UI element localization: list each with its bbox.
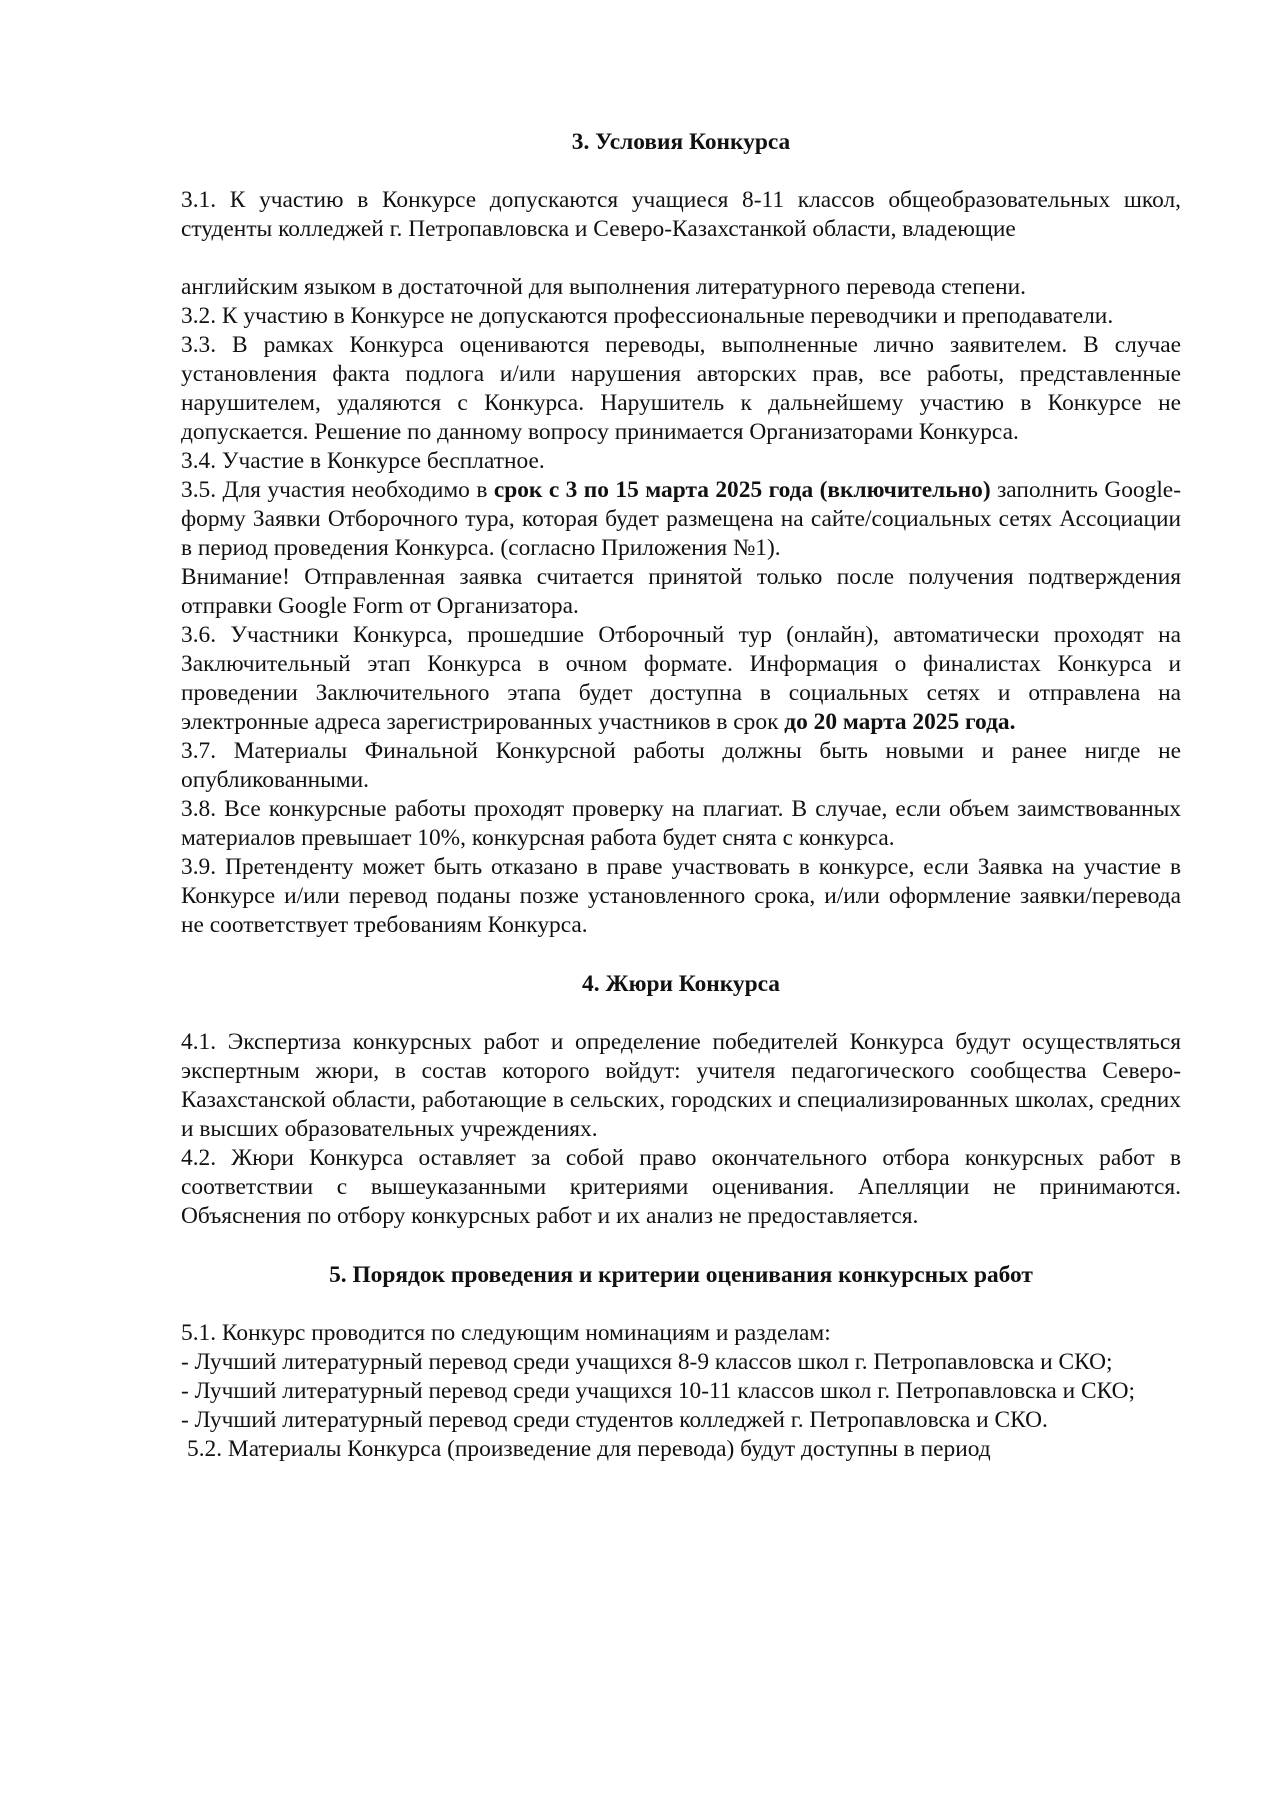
paragraph-3-4: 3.4. Участие в Конкурсе бесплатное. bbox=[181, 448, 545, 474]
section-4-heading: 4. Жюри Конкурса bbox=[582, 971, 780, 997]
section-5-heading: 5. Порядок проведения и критерии оценивания конкурсных работ bbox=[329, 1262, 1033, 1288]
paragraph-3-6-lead: 3.6. Участники Конкурса, прошедшие Отборочный тур (онлайн), автоматически проходят на Заключительный этап Конкурса в очном формате. Информация о финалистах Конкурса и проведении Заключительного этапа будет доступна в социальных сетях и отправлена на электронные адреса зарегистрированных участников в срок bbox=[181, 622, 1181, 735]
paragraph-3-2: 3.2. К участию в Конкурсе не допускаются профессиональные переводчики и преподаватели. bbox=[181, 303, 1114, 329]
paragraph-3-8: 3.8. Все конкурсные работы проходят проверку на плагиат. В случае, если объем заимствованных материалов превышает 10%, конкурсная работа будет снята с конкурса. bbox=[181, 796, 1181, 851]
paragraph-3-9: 3.9. Претенденту может быть отказано в праве участвовать в конкурсе, если Заявка на участие в Конкурсе и/или перевод поданы позже установленного срока, и/или оформление заявки/перевода не соответствует требованиям Конкурса. bbox=[181, 854, 1181, 938]
document-page bbox=[181, 128, 1181, 1464]
paragraph-3-7: 3.7. Материалы Финальной Конкурсной работы должны быть новыми и ранее нигде не опубликованными. bbox=[181, 738, 1181, 793]
paragraph-5-1: 5.1. Конкурс проводится по следующим номинациям и разделам: bbox=[181, 1320, 831, 1346]
attention-note: Внимание! Отправленная заявка считается принятой только после получения подтверждения отправки Google Form от Организатора. bbox=[181, 564, 1181, 619]
paragraph-4-1: 4.1. Экспертиза конкурсных работ и определение победителей Конкурса будут осуществляться экспертным жюри, в состав которого войдут: учителя педагогического сообщества Северо-Казахстанской области, работающие в сельских, городских и специализированных школах, средних и высших образовательных учреждениях. bbox=[181, 1029, 1181, 1142]
paragraph-3-3: 3.3. В рамках Конкурса оцениваются переводы, выполненные лично заявителем. В случае установления факта подлога и/или нарушения авторских прав, все работы, представленные нарушителем, удаляются с Конкурса. Нарушитель к дальнейшему участию в Конкурсе не допускается. Решение по данному вопросу принимается Организаторами Конкурса. bbox=[181, 332, 1181, 445]
paragraph-3-1-part-1: 3.1. К участию в Конкурсе допускаются учащиеся 8-11 классов общеобразовательных школ, студенты колледжей г. Петропавловска и Северо-Казахстанкой области, владеющие bbox=[181, 187, 1181, 242]
paragraph-3-6 bbox=[181, 621, 1181, 737]
final-deadline-bold: до 20 марта 2025 года. bbox=[784, 709, 1016, 735]
section-3-heading: 3. Условия Конкурса bbox=[571, 129, 791, 155]
paragraph-3-5-rest: заполнить Google-форму Заявки Отборочного тура, которая будет размещена на сайте/социальных сетях Ассоциации в период проведения Конкурса. (согласно Приложения №1). bbox=[181, 477, 1181, 561]
paragraph-5-2: 5.2. Материалы Конкурса (произведение для перевода) будут доступны в период bbox=[187, 1436, 991, 1462]
nomination-item: - Лучший литературный перевод среди студентов колледжей г. Петропавловска и СКО. bbox=[181, 1407, 1048, 1433]
deadline-bold: срок с 3 по 15 марта 2025 года (включительно) bbox=[493, 477, 991, 503]
paragraph-4-2: 4.2. Жюри Конкурса оставляет за собой право окончательного отбора конкурсных работ в соответствии с вышеуказанными критериями оценивания. Апелляции не принимаются. Объяснения по отбору конкурсных работ и их анализ не предоставляется. bbox=[181, 1145, 1181, 1229]
nomination-item: - Лучший литературный перевод среди учащихся 10-11 классов школ г. Петропавловска и СКО; bbox=[181, 1378, 1136, 1404]
paragraph-3-5 bbox=[181, 476, 1181, 563]
nomination-item: - Лучший литературный перевод среди учащихся 8-9 классов школ г. Петропавловска и СКО; bbox=[181, 1349, 1113, 1375]
paragraph-3-1-part-2: английским языком в достаточной для выполнения литературного перевода степени. bbox=[181, 274, 1026, 300]
paragraph-3-5-lead: 3.5. Для участия необходимо в bbox=[181, 477, 494, 503]
